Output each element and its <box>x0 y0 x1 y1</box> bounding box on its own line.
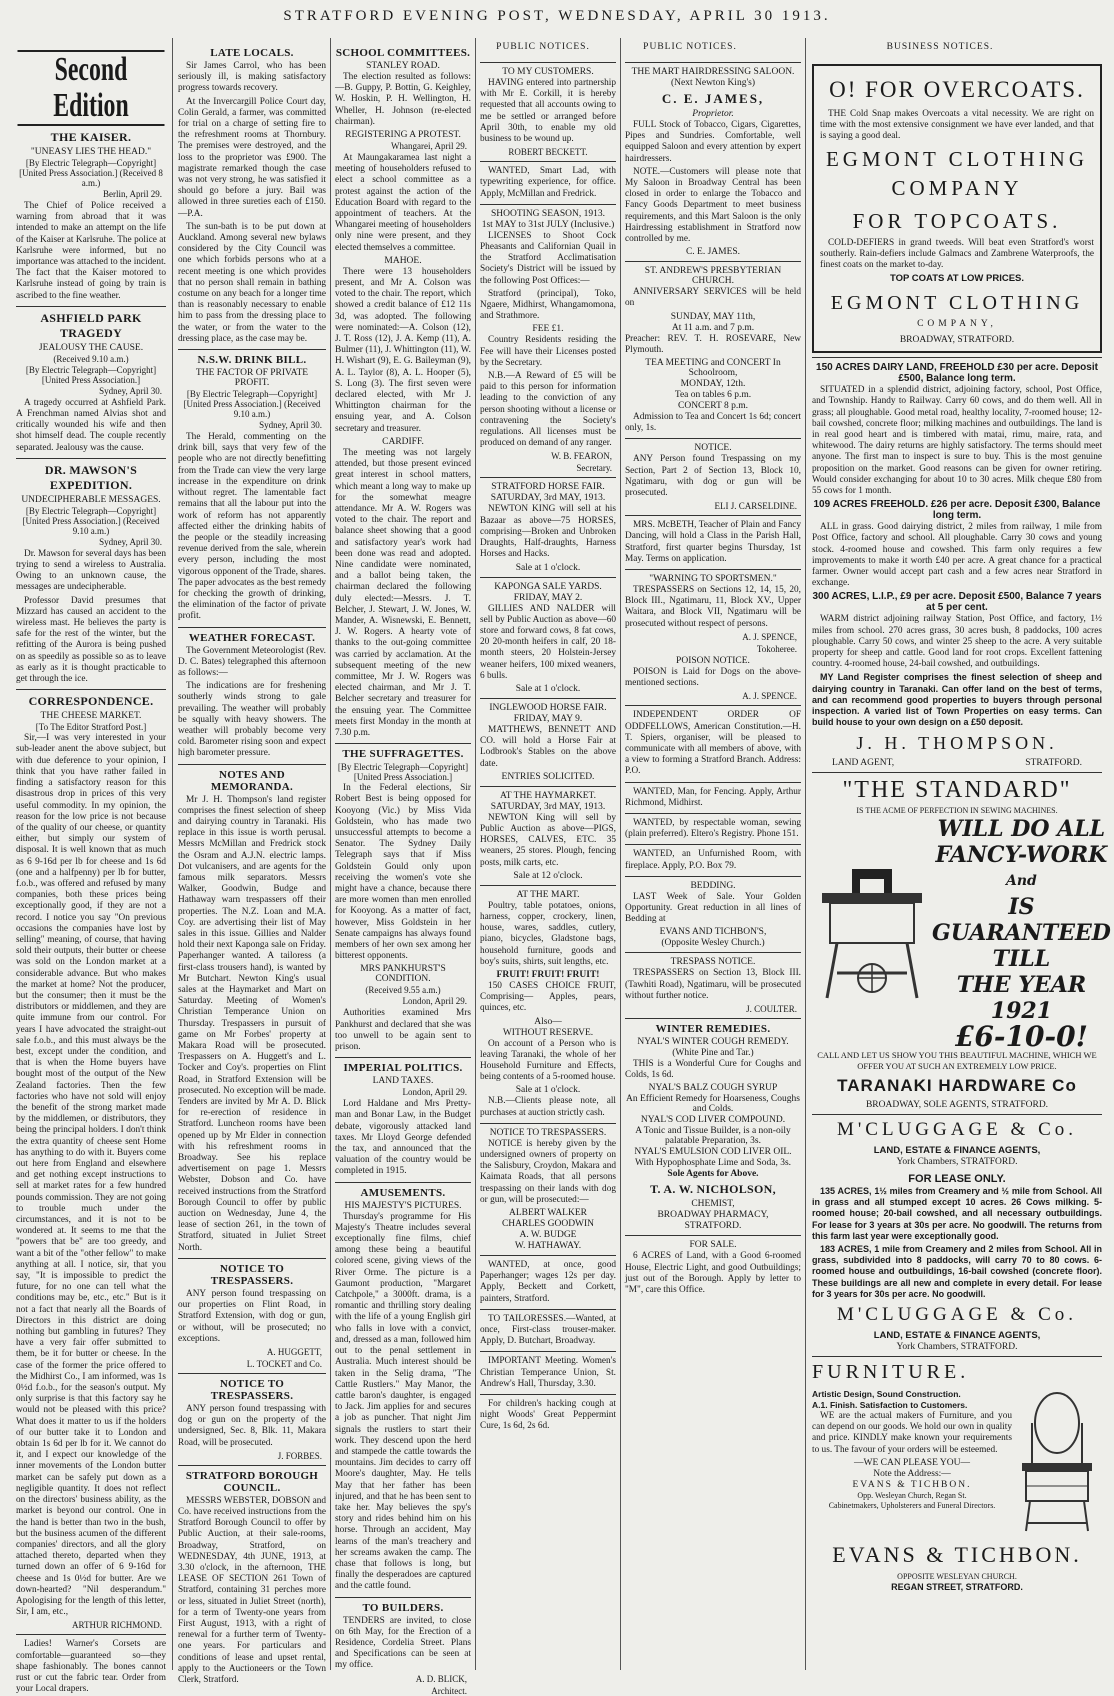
trespass-notice-2-sig: J. FORBES. <box>277 1450 322 1461</box>
thompson-title: LAND AGENT, <box>832 757 895 768</box>
furniture-please: —WE CAN PLEASE YOU— <box>853 1457 971 1468</box>
drink-bill-heading: N.S.W. DRINK BILL. <box>197 354 307 367</box>
fruit-also: Also— <box>534 1016 562 1027</box>
mccluggage-address-2: York Chambers, STRATFORD. <box>896 1341 1018 1352</box>
cough-cure: For children's hacking cough at night Woods' Great Peppermint Cure, 1s 6d, 2s 6d. <box>480 1399 616 1432</box>
column-rule <box>330 38 331 1670</box>
kaponga-date: FRIDAY, MAY 2. <box>513 592 583 603</box>
taranaki-hardware: TARANAKI HARDWARE Co <box>837 1075 1077 1095</box>
fruit-notice-2: On account of a Person who is leaving Taranaki, the whole of her Household Furniture and Effects, being contents of a 5-roomed house. <box>480 1038 616 1083</box>
ashfield-received: (Received 9.10 a.m.) <box>53 353 129 364</box>
pankhurst-subheading: MRS PANKHURST'S CONDITION. <box>360 964 446 985</box>
inglewood-entries: ENTRIES SOLICITED. <box>501 771 595 782</box>
weather-intro: The Government Meteorologist (Rev. D. C. Bates) telegraphed this afternoon as follows:— <box>178 645 326 678</box>
furniture-note: Note the Address:— <box>873 1468 951 1479</box>
ashfield-subheading: JEALOUSY THE CAUSE. <box>38 342 144 353</box>
egmont-title-1: EGMONT CLOTHING <box>825 146 1088 171</box>
standard-text: CALL AND LET US SHOW YOU THIS BEAUTIFUL MACHINE, WHICH WE OFFER YOU AT SUCH AN EXTREMELY LOW PRICE. <box>817 1049 1097 1071</box>
fruit-sale: Sale at 1 o'clock. <box>515 1085 581 1096</box>
furniture-line-1: Artistic Design, Sound Construction. <box>812 1388 961 1399</box>
notice-heading: NOTICE. <box>694 443 732 454</box>
dancing-notice: MRS. McBETH, Teacher of Plain and Fancy Dancing, will hold a Class in the Parish Hall, Stratford, first quarter begins Thursday, 1st May. Terms on application. <box>625 520 801 564</box>
builders-heading: TO BUILDERS. <box>362 1601 444 1614</box>
customers-heading: TO MY CUSTOMERS. <box>502 67 594 77</box>
oddfellows-notice: INDEPENDENT ORDER OF ODDFELLOWS, American Constitution.—H. T. Spiers, organiser, will be pleased to communicate with all members of above, with a view to forming a Stratford Branch. Address: P.O. <box>625 710 801 777</box>
notes-article: Mr J. H. Thompson's land register comprises the finest selection of sheep and dairying country in Taranaki. His replace in this issue is worth perusal. Messrs McMillan and Fredrick stock the Osram and A.J.N. electric lamps. Dot vulcanisers, and are agents for the famous milk separators. Messrs Walker, Goodwin, Budge and Hathaway warn trespassers off their properties. The N.Z. Loan and M.A. Coy. are advertising their list of May sales in this issue. Gillies and Nalder hold their next Kaponga sale on Friday. Paperhanger wanted. A tailoress (a first-class trousers hand), is wanted by Mr Butchart. Newton King's usual sales at the Haymarket and Mart on Saturday. Meeting of Women's Christian Temperance Union on Thursday. Trespassers in pursuit of game on Mr Forbes' property at Makara Road will be prosecuted. Trespassers on A. Huggett's and L. Tocker and Coy's. properties on Flint Road, in Stratford Extension will be prosecuted. No exception will be made. Tenders are invited by Mr A. D. Blick for re-erection of residence in Stratford. Luncheon rooms have been opened up by Mr Elder in connection with his refreshment rooms in Broadway. See his replace advertisement on page 1. Messrs Webster, Dobson and Co. have received instructions from the Stratford Borough Council to offer by public auction on Wednesday, June 4, the lease of section 261, in the town of Stratford, situated in Juliet Street North. <box>178 794 326 1253</box>
builders-sig-1: A. D. BLICK, <box>415 1673 467 1684</box>
wanted-sewing: WANTED, by respectable woman, sewing (plain preferred). Eltero's Registry. Phone 151. <box>625 817 801 840</box>
suffragettes-heading: THE SUFFRAGETTES. <box>342 748 464 761</box>
nicholson-name: T. A. W. NICHOLSON, <box>650 1182 776 1197</box>
shooting-2: Stratford (principal), Toko, Ngaere, Midhirst, Whangamomona, and Strathmore. <box>480 288 616 322</box>
kaiser-subheading: "UNEASY LIES THE HEAD." <box>30 147 152 157</box>
furniture-text: WE are the actual makers of Furniture, and you can depend on our goods. We hold our own in quality and price. KINDLY make known your requirements to us. The favour of your orders will be esteemed. <box>812 1410 1012 1455</box>
correspondence-letter: Sir,—I was very interested in your sub-leader anent the above subject, but with due deference to your opinion, I think that you have rather failed in finding a satisfactory reason for this disastrous drop in prices of this very useful commodity. In my opinion, the reason for the low price is not because of the quality of our cheese, or quantity either, but simply our system of disposal. It is well known that as much as 6 9-16d per lb for cheese and 1s 6d (one and a halfpenny) per lb for butter, f.o.b., was offered and refused by many companies, both these prices being exceptionally good, if they are not a record. I notice you say "On previous occasions the companies have lost by selling" meaning, of course, that having sold their outputs, their butter or cheese was sold on the London market at a considerable advance. But who makes the market at home? Not the producer, but the consumer; then it must be the distributors or middlemen, and they are quite immune from our control. For years I have advocated the straight-out sale f.o.b., and this must always be the best, except under the condition, and that is when the Home buyers have bought most of the output of the New Zealand factories. Then the few factories who have not sold will enjoy the benefit of the strong market made by the middlemen, or distributors, they being the principal holders. I don't think the extra quantity of cheese sent Home has anything to do with it. Buyers come out here from England and elsewhere and get nothing except instructions to sell at market rates for a few hundred pounds commission. They are not going to trouble much under the circumstances, and it is not to be wondered at. It seems to me that the "powers that be" are too greedy, and want a bit of the "other fellow" to make anything at all. I notice, sir, that you say, "It is impossible to predict the future, for no one can tell what the conditions may be, etc., etc." But is it not a fact that nearly all the Boards of Directors in this district are doing nothing but gambling in futures? They have a very fair offer submitted to them, be it for butter or cheese. In the case of the former the price offered to the Midhirst Co., I am informed, was 1s 0½d f.o.b., for the season's output. My only surprise is that this factory say he would not be pleased with this price? What does it matter to us if the holders of our butter take it to London and obtain 1s 6d per lb for it. We cannot do it, and I expect our knowledge of the inner movements of the London butter market can be safely put down as a negligible quantity. It does not reflect on the directors' business ability, as the market is beyond our control. One in the hand is better than two in the bush, but the business acumen of the different companies' directors, and all the glory attached thereto, departed when they turned down an offer of 6 9-16d for cheese and 1s 0½d for butter. Are we down-hearted? "Nil desperandum." Apologising for the length of this letter, Sir, I am, etc., <box>16 733 166 1618</box>
mawson-article-2: Professor David presumes that Mizzard has caused an accident to the wireless mast. He believes the party is safe for the rest of the winter, but the refitting of the Aurora is being pushed on as speedily as possible so as to leave as early as it is thought practicable to get through the ice. <box>16 595 166 685</box>
correspondence-subheading: THE CHEESE MARKET. <box>40 711 142 722</box>
trespassers-heading: NOTICE TO TRESPASSERS. <box>489 1127 607 1138</box>
fruit-notice: 150 CASES CHOICE FRUIT, Comprising— Apples, pears, quinces, etc. <box>480 980 616 1014</box>
kaponga-heading: KAPONGA SALE YARDS. <box>494 581 602 592</box>
st-andrews-concert: CONCERT 8 p.m. <box>678 401 748 412</box>
notice-trespass: ANY Person found Trespassing on my Section, Part 2 of Section 13, Block 10, Ngatimaru, with dog or gun will be prosecuted. <box>625 454 801 499</box>
st-andrews-date: SUNDAY, MAY 11th, <box>670 311 756 322</box>
furniture-heading: FURNITURE. <box>812 1360 970 1383</box>
builders-notice: TENDERS are invited, to close on 6th May, for the Erection of a Residence, Cordelia Street. Plans and Specifications can be seen at my office. <box>335 1615 471 1671</box>
trespass-heading: TRESPASS NOTICE. <box>670 957 756 968</box>
st-andrews-time: At 11 a.m. and 7 p.m. <box>671 322 755 333</box>
mccluggage-title-2: M'CLUGGAGE & Co. <box>836 1303 1077 1325</box>
trespassers-notice: NOTICE is hereby given by the undersigned owners of property on the Salisbury, Croydon, Makara and Kaimata Roads, that all persons trespassing on their lands with dog or gun, will be prosecuted:— <box>480 1138 616 1205</box>
standard-slogan-4: IS GUARANTEED <box>932 893 1111 946</box>
mccluggage-title: M'CLUGGAGE & Co. <box>836 1118 1077 1140</box>
builders-sig-2: Architect. <box>431 1685 467 1696</box>
sewing-machine-icon <box>812 863 932 1003</box>
egmont-advert <box>812 64 1102 353</box>
st-andrews-tea-time: Tea on tables 6 p.m. <box>674 390 752 401</box>
mahoe-article: There were 13 householders present, and Mr A. Colson was voted to the chair. The report, which showed a credit balance of £12 11s 3d, was adopted. The following were nominated:—A. Colson (12), J. T. Ross (12), J. A. Kemp (11), A. Bulmer (11), J. Whittington (11), W. H. Wishart (9), E. G. Baileyman (9), A. L. Taylor (8), A. L. Hooper (5), S. Long (3). The first seven were declared elected, with Mr J. Whittington chairman for the ensuing year, and A. Colson secretary and treasurer. <box>335 266 471 434</box>
mart-heading: AT THE MART. <box>516 889 580 900</box>
trespassers-name-2: CHARLES GOODWIN <box>501 1219 595 1230</box>
for-sale-heading: FOR SALE. <box>689 1240 737 1251</box>
kaiser-heading: THE KAISER. <box>50 130 132 144</box>
st-andrews-preacher: Preacher: REV. T. H. ROSEVARE, New Plymouth. <box>625 333 801 355</box>
bedding-heading: BEDDING. <box>690 880 736 891</box>
horse-fair-date: SATURDAY, 3rd MAY, 1913. <box>490 493 606 504</box>
remedy-line-4: A Tonic and Tissue Builder, is a non-oily palatable Preparation, 3s. <box>635 1126 791 1147</box>
column-3 <box>335 44 471 1696</box>
column-rule <box>805 38 806 1670</box>
standard-slogan-2: FANCY-WORK <box>935 841 1108 868</box>
trespass-notice: TRESPASSERS on Section 13, Block III. (Tawhiti Road), Ngatimaru, will be prosecuted without further notice. <box>625 968 801 1001</box>
mawson-subheading: UNDECIPHERABLE MESSAGES. <box>21 494 161 505</box>
standard-sub: IS THE ACME OF PERFECTION IN SEWING MACHINES. <box>856 805 1058 815</box>
furniture-line-2: A.1. Finish. Satisfaction to Customers. <box>812 1399 968 1410</box>
stanley-road-subheading: STANLEY ROAD. <box>366 61 440 71</box>
furniture-trades: Cabinetmakers, Upholsterers and Funeral Directors. <box>828 1500 996 1510</box>
late-locals-1: Sir James Carrol, who has been seriously ill, is making satisfactory progress towards recovery. <box>178 61 326 94</box>
trespassers-name-1: ALBERT WALKER <box>509 1208 587 1219</box>
shooting-1: LICENSES to Shoot Cock Pheasants and Californian Quail in the Stratford Acclimatisation Society's District will be issued by the following Post Offices:— <box>480 230 616 286</box>
tailoresses-notice: TO TAILORESSES.—Wanted, at once, First-class trouser-maker. Apply, D. Butchart, Broadway. <box>480 1313 616 1347</box>
furniture-name: EVANS & TICHBON. <box>852 1479 972 1490</box>
hairdressing-sub: (Next Newton King's) <box>670 78 756 88</box>
remedy-line-6: With Hypophosphate Lime and Soda, 3s. <box>634 1158 792 1169</box>
suffragettes-byline: [By Electric Telegraph—Copyright] [United Press Association.] <box>337 762 469 783</box>
trespassers-name-4: W. HATHAWAY. <box>514 1241 582 1252</box>
column-rule <box>172 38 173 1670</box>
ashfield-article: A tragedy occurred at Ashfield Park. A Frenchman named Alvias shot and critically wounded his wife and then shot himself dead. The couple recently separated. Jealousy was the cause. <box>16 397 166 453</box>
col-header-business-notices: BUSINESS NOTICES. <box>886 42 994 52</box>
haymarket-heading: AT THE HAYMARKET. <box>500 790 596 801</box>
masthead: STRATFORD EVENING POST, WEDNESDAY, APRIL 30 1913. <box>283 8 831 24</box>
col-header-public-notices-1: PUBLIC NOTICES. <box>496 42 590 52</box>
land-3-text: WARM district adjoining railway Station, Post Office, and factory, 1½ miles from school. 270 acres grass, 30 acres bush, 8 paddocks, 100 acres ploughable. Carry 50 cows, and winter 25 sheep to the acre. A very suitable property for sheep and cattle. Good land for root crops. Excellent fattening country. 4-roomed house, 24-bail cowshed, and outbuildings. <box>812 614 1102 670</box>
lease-heading: FOR LEASE ONLY. <box>908 1172 1006 1185</box>
mawson-dateline: Sydney, April 30. <box>99 536 162 547</box>
column-2 <box>178 44 326 1685</box>
remedy-line-3: NYAL'S COD LIVER COMPOUND. <box>640 1115 786 1126</box>
egmont-footer-3: BROADWAY, STRATFORD. <box>899 335 1015 346</box>
st-andrews-notice: ANNIVERSARY SERVICES will be held on <box>625 287 801 309</box>
land-3-heading: 300 ACRES, L.I.P., £9 per acre. Deposit £500, Balance 7 years at 5 per cent. <box>812 591 1102 614</box>
pankhurst-article: Authorities examined Mrs Pankhurst and declared that she was too unwell to be again sent to prison. <box>335 1008 471 1053</box>
egmont-text: COLD-DEFIERS in grand tweeds. Will beat even Stratford's worst southerly. Rain-defiers include Galmacs and Zambrene Waterproofs, the finest coats on the market to-day. <box>820 237 1094 271</box>
column-4 <box>480 58 616 1683</box>
hairdressing-sig: C. E. JAMES. <box>685 247 741 258</box>
pictures-subheading: HIS MAJESTY'S PICTURES. <box>344 1200 462 1211</box>
egmont-footer-2: COMPANY, <box>917 319 997 330</box>
amusements-heading: AMUSEMENTS. <box>360 1186 446 1199</box>
drink-bill-article: The Herald, commenting on the drink bill, says that very few of the people who are not directly benefitting from the Trade can view the very large increase in the expenditure on drink without regret. The lamentable fact remains that all the labour put into the work of reform has not apparently affected either the drinking habits of the people or the steadily increasing revenue derived from the sale, wherein every person, including the most vigorous opponent of the Trade, shares. The paper advocates as the best remedy for checking the growth of drinking, the elimination of the factor of private profit. <box>178 432 326 622</box>
column-6 <box>812 64 1111 1689</box>
borough-council-notice: MESSRS WEBSTER, DOBSON and Co. have received instructions from the Stratford Borough Council to offer by Public Auction, at their sale-rooms, Broadway, Stratford, on WEDNESDAY, 4th JUNE, 1913, at 3.30 o'clock, in the afternoon, THE LEASE OF SECTION 261 Town of Stratford, containing 31 perches more or less, situated in Juliet Street (north), for a term of Twenty-one years from First August, 1913, with a right of renewal for a further term of Twenty-one years. For particulars and conditions of lease and upset rental, apply to the Auctioneers or the Town Clerk, Stratford. <box>178 1495 326 1685</box>
hairdressing-heading: THE MART HAIRDRESSING SALOON. <box>631 67 795 77</box>
poison-heading: POISON NOTICE. <box>676 655 750 666</box>
poison-sig: A. J. SPENCE. <box>742 691 797 702</box>
wanted-fencing: WANTED, Man, for Fencing. Apply, Arthur Richmond, Midhirst. <box>625 786 801 808</box>
ashfield-heading: ASHFIELD PARK TRAGEDY <box>40 310 142 340</box>
wanted-paperhanger: WANTED, at once, good Paperhanger; wages 12s per day. Apply, Beckett and Corkett, painters, Stratford. <box>480 1260 616 1304</box>
bedding-sig-2: (Opposite Wesley Church.) <box>661 938 765 949</box>
protest-dateline: Whangarei, April 29. <box>391 141 467 152</box>
late-locals-2: At the Invercargill Police Court day, Colin Gerald, a farmer, was committed for trial on a charge of setting fire to the refreshment rooms at Thornbury. The premises were destroyed, and the loss to the proprietor was £900. The magistrate remarked though the case was not very strong, he was satisfied it should go before a jury. Bail was allowed in three sureties each of £150.—P.A. <box>178 96 326 219</box>
sportsmen-notice: TRESPASSERS on Sections 12, 14, 15, 20, Block III., Ngatimaru, 11, Block XV., Upper Waitara, and Block VII, Ngatimaru will be prosecuted without respect of persons. <box>625 585 801 629</box>
remedy-line-5: NYAL'S EMULSION COD LIVER OIL. <box>634 1147 792 1158</box>
borough-council-heading: STRATFORD BOROUGH COUNCIL. <box>185 1469 319 1494</box>
dressing-table-icon <box>1012 1388 1102 1538</box>
land-register-text: MY Land Register comprises the finest selection of sheep and dairying country in Taranaki. Can offer land on the best of terms, and can recommend good properties to buyers through personal inspection. A varied list of Town Properties on easy terms. Can build house to your own design on a £50 deposit. <box>812 672 1102 728</box>
suffragettes-article: In the Federal elections, Sir Robert Best is being opposed for Kooyong (Vic.) by Miss Vida Goldstein, who has made two unsuccessful attempts to become a Senator. The Sydney Daily Telegraph says that if Miss Goldstein Gould only upon receiving the women's vote she might have a chance, because there are more women than men enrolled for Kooyong. As a matter of fact, however, Miss Goldstein in her Senate campaigns has always found members of her own sex among her bitterest opponents. <box>335 783 471 962</box>
sportsmen-sig-1: A. J. SPENCE, <box>742 631 797 642</box>
taranaki-hardware-sub: BROADWAY, SOLE AGENTS, STRATFORD. <box>865 1099 1049 1110</box>
inglewood-date: FRIDAY, MAY 9. <box>513 713 583 724</box>
mawson-article-1: Dr. Mawson for several days has been trying to send a wireless to Australia. Owing to an unknown cause, the messages are undecipherable. <box>16 548 166 593</box>
trespass-notice-1-sig-2: L. TOCKET and Co. <box>246 1358 322 1369</box>
drink-bill-subheading: THE FACTOR OF PRIVATE PROFIT. <box>195 368 309 389</box>
mawson-heading: DR. MAWSON'S EXPEDITION. <box>44 462 138 492</box>
trespass-notice-1: ANY person found trespassing on our properties on Flint Road, in Stratford Extension, with dog or gun, or without, will be prosecuted; no exceptions. <box>178 1288 326 1344</box>
shooting-3: Country Residents residing the Fee will have their Licenses posted by the Secretary. <box>480 335 616 368</box>
evans-tichbon-address: REGAN STREET, STRATFORD. <box>891 1581 1023 1592</box>
wanted-lad: WANTED, Smart Lad, with typewriting experience, for office. Apply, McMillan and Fredrick. <box>480 166 616 199</box>
cardiff-subheading: CARDIFF. <box>382 436 424 447</box>
egmont-title-2: COMPANY <box>891 175 1023 200</box>
winter-remedies-notice: THIS is a Wonderful Cure for Coughs and Colds, 1s 6d. <box>625 1058 801 1081</box>
cardiff-article: The meeting was not largely attended, but those present evinced great interest in school matters, which meant a long way to make up for the somewhat meagre attendance. Mr A. W. Rogers was voted to the chair. The report and balance sheet showing that a good and satisfactory year's work had been done was read and adopted. Nine candidate were nominated, and a ballot being taken, the chairman declared the following duly elected:—Messrs. J. T. Belcher, J. Stewart, J. W. Jones, W. Mander, A. Wisnewski, E. Bennett, J. W. Rogers. A hearty vote of thanks to the out-going committee was carried by acclamation. At the subsequent meeting of the new committee, Mr J. W. Rogers was elected chairman, and Mr J. T. Belcher secretary and treasurer for the ensuing year. The Committee meets first Monday in the month at 7.30 p.m. <box>335 447 471 738</box>
kaiser-dateline: Berlin, April 29. <box>103 189 162 199</box>
mawson-byline: [By Electric Telegraph—Copyright] [United Press Association.] (Received 9.10 a.m.) <box>22 505 160 536</box>
wctu-meeting: IMPORTANT Meeting. Women's Christian Temperance Union, St. Andrew's Hall, Thursday, 3.30. <box>480 1356 616 1389</box>
sportsmen-sig-2: Tokoheree. <box>756 643 797 654</box>
customers-sig: ROBERT BECKETT. <box>508 147 588 158</box>
corset-notice: Ladies! Warner's Corsets are comfortable—guaranteed so—they shape fashionably. The bones cannot rust or cut the fabric tear. Order from your Local drapers. <box>16 1639 166 1695</box>
overcoats-heading: O! FOR OVERCOATS. <box>829 77 1085 102</box>
imperial-article: Lord Haldane and Mrs Pretty-man and Bonar Law, in the Budget debate, vigorously attacked land taxes. Mr Lloyd George defended the tax, and announced that the valuation of the country would be completed in 1915. <box>335 1099 471 1177</box>
bedding-sig-1: EVANS AND TICHBON'S, <box>659 927 767 938</box>
ashfield-dateline: Sydney, April 30. <box>99 385 162 396</box>
nicholson-pharmacy: BROADWAY PHARMACY, <box>657 1210 769 1221</box>
shooting-sig-2: Secretary. <box>576 463 612 474</box>
hairdressing-1: FULL Stock of Tobacco, Cigars, Cigarettes, Pipes and Sundries. Comfortable, well equipped Saloon and every attention by expert hairdressers. <box>625 120 801 164</box>
egmont-topcoats: FOR TOPCOATS. <box>852 208 1062 233</box>
shooting-fee: FEE £1. <box>532 324 564 335</box>
customers-notice: HAVING entered into partnership with Mr E. Corkill, it is hereby requested that all accounts owing to me be settled or arranged before April 30th, to enable my old business to be wound up. <box>480 78 616 145</box>
imperial-politics-heading: IMPERIAL POLITICS. <box>343 1062 463 1075</box>
mahoe-subheading: MAHOE. <box>384 255 422 266</box>
thompson-town: STRATFORD. <box>1025 757 1082 768</box>
st-andrews-tea: TEA MEETING and CONCERT In Schoolroom, <box>645 358 781 379</box>
nicholson-title: CHEMIST, <box>691 1199 735 1210</box>
fruit-reserve: WITHOUT RESERVE. <box>502 1027 594 1038</box>
hairdressing-proprietor: Proprietor. <box>692 109 734 119</box>
trespass-notice-2: ANY person found trespassing with dog or gun on the property of the undersigned, Sec. 8, Blk. 11, Makara Road, will be prosecuted. <box>178 1403 326 1448</box>
drink-bill-byline: [By Electric Telegraph—Copyright] [United Press Association.] (Received 9.10 a.m.) <box>183 389 321 420</box>
trespass-notice-2-heading: NOTICE TO TRESPASSERS. <box>210 1377 294 1402</box>
bedding-notice: LAST Week of Sale. Your Golden Opportunity. Great reduction in all lines of Bedding at <box>625 891 801 925</box>
shooting-heading: SHOOTING SEASON, 1913. <box>490 208 605 219</box>
thompson-name: J. H. THOMPSON. <box>856 732 1058 753</box>
remedy-line-2: An Efficient Remedy for Hoarseness, Coughs and Colds. <box>626 1094 800 1115</box>
egmont-footer-1: EGMONT CLOTHING <box>830 292 1084 315</box>
mart-notice: Poultry, table potatoes, onions, harness, copper, crockery, linen, house, wares, saddles, cutlery, piano, bicycles, Gladstone bags, household furniture, goods and boy's suits, shirts, suit lengths, etc. <box>480 900 616 967</box>
kaponga-notice: GILLIES AND NALDER will sell by Public Auction as above—60 store and forward cows, 8 fat cows, 20 20-month heifers in calf, 20 18-month steers, 20 Holstein-Jersey weaner heifers, 100 mixed weaners, 6 bulls. <box>480 603 616 681</box>
late-locals-3: The sun-bath is to be put down at Auckland. Among several new bylaws considered by the City Council was one which forbids persons who at a recent meeting is one which provides that no person shall remain in bathing costume on any beach for a longer time than is reasonably necessary to enable him to pass from the dressing place to the water, or from the water to the dressing place, as the case may be. <box>178 221 326 344</box>
mccluggage-address: York Chambers, STRATFORD. <box>896 1156 1018 1167</box>
remedy-line-7: Sole Agents for Above. <box>667 1169 759 1180</box>
standard-slogan-6: THE YEAR 1921 <box>956 971 1087 1024</box>
pankhurst-received: (Received 9.55 a.m.) <box>365 985 441 996</box>
ashfield-byline: [By Electric Telegraph—Copyright] [United Press Association.] <box>25 364 157 385</box>
horse-fair-heading: STRATFORD HORSE FAIR. <box>491 482 605 493</box>
standard-title: "THE STANDARD" <box>842 776 1072 803</box>
st-andrews-monday: MONDAY, 12th. <box>680 379 746 390</box>
column-rule <box>620 38 621 1670</box>
notice-sig: ELI J. CARSELDINE. <box>714 501 797 512</box>
haymarket-date: SATURDAY, 3rd MAY, 1913. <box>490 801 606 812</box>
column-1 <box>16 44 166 1695</box>
winter-remedies-sub: NYAL'S WINTER COUGH REMEDY. <box>637 1036 789 1047</box>
trespassers-name-3: A. W. BUDGE <box>519 1230 577 1241</box>
trespass-notice-1-sig-1: A. HUGGETT, <box>266 1346 322 1357</box>
land-1-heading: 150 ACRES DAIRY LAND, FREEHOLD £30 per acre. Deposit £500, Balance long term. <box>816 362 1098 385</box>
trespass-notice-1-heading: NOTICE TO TRESPASSERS. <box>210 1262 294 1287</box>
second-edition-heading: Second Edition <box>18 50 165 126</box>
mccluggage-sub-2: LAND, ESTATE & FINANCE AGENTS, <box>873 1329 1041 1341</box>
imperial-dateline: London, April 29. <box>402 1087 467 1098</box>
land-1-text: SITUATED in a splendid district, adjoining factory, school, Post Office, and Township. Handy to Railway. Carry 60 cows, and do them well. All in grass; all ploughable. Good metal road, healthy locality, 7-roomed house; 12-bail cowshed, concrete floor; milking machines and outbuildings. The land is in real good heart and is timbered with matai, rimu, maire, rata, and whitewood. The dairy returns are highly satisfactory. The terms should meet anyone. The first man to inspect is sure to buy. This is the most genuine proposition on the market. Good reasons can be given for owner retiring. Would consider exchanging for about 10 to 30 acres. Milk cheque £80 from 55 cows for 1 month. <box>812 385 1102 497</box>
amusements-article: Thursday's programme for His Majesty's Theatre includes several exceptionally fine films, chief among these being a beautiful colored scene, giving views of the River Orme. The picture is a Gaumont production, "Margaret Catchpole," a 3000ft. drama, is a romantic and thrilling story dealing with the life of a young English girl who falls in love with a convict, and, dressed as a man, followed him out to the penal settlement in Australia. Much interest should be taken in the Selig drama, "The Cattle Rustlers." May Manor, the cattle baron's daughter, is engaged to Jack. Jim applies for and secures a job as puncher. That night Jim signals the rustlers to start their work. They descend upon the herd and stampede the cattle towards the mountains. Jim decides to carry off Moore's daughter, May. He tells May that her father has been injured, and that he has been sent to take her. May believes the spy's story and rides behind him on his horse. Through an accident, May learns of the man's treachery and her screams awaken the camp. The chase that follows is long, but finally the desperadoes are captured and the cattle found. <box>335 1211 471 1592</box>
shooting-sig-1: W. B. FEARON, <box>551 451 612 462</box>
protest-subheading: REGISTERING A PROTEST. <box>345 130 461 141</box>
fruit-nb: N.B.—Clients please note, all purchases at auction strictly cash. <box>480 1096 616 1118</box>
trespass-sig: J. COULTER. <box>746 1003 797 1014</box>
winter-remedies-heading: WINTER REMEDIES. <box>655 1022 771 1035</box>
hairdressing-name: C. E. JAMES, <box>661 91 765 106</box>
kaiser-byline: [By Electric Telegraph—Copyright] [United Press Association.] (Received 8 a.m.) <box>19 158 163 188</box>
correspondence-signature: ARTHUR RICHMOND. <box>72 1620 162 1631</box>
mccluggage-sub: LAND, ESTATE & FINANCE AGENTS, <box>873 1144 1041 1156</box>
protest-article: At Maungakaramea last night a meeting of householders refused to elect a school committee as a protest against the action of the Education Board with regard to the appointment of teachers. At the Whangarei meeting of householders only nine were present, and they elected themselves a committee. <box>335 153 471 253</box>
stanley-road-article: The election resulted as follows:—B. Guppy, P. Bottin, G. Keighley, W. Hoskin, P. H. Wellington, H. Wheller, H. Johnson (re-elected chairman). <box>335 72 471 127</box>
furniture-address: Opp. Wesleyan Church, Regan St. <box>857 1490 967 1500</box>
lease-1: 135 ACRES, 1½ miles from Creamery and ½ mile from School. All in grass and all stumped except 10 acres. 26 Cows milking. 5-roomed house; 20-bail cowshed, and all necessary outbuildings. For lease for 3 years at 30s per acre. No goodwill. The returns from this farm last year were exceptionally good. <box>812 1185 1102 1241</box>
remedy-line-1: NYAL'S BALZ COUGH SYRUP <box>648 1083 778 1094</box>
school-committees-heading: SCHOOL COMMITTEES. <box>335 47 471 59</box>
pankhurst-dateline: London, April 29. <box>402 996 467 1007</box>
column-5 <box>625 58 801 1683</box>
st-andrews-heading: ST. ANDREW'S PRESBYTERIAN CHURCH. <box>644 266 782 287</box>
haymarket-sale: Sale at 12 o'clock. <box>513 870 583 881</box>
land-2-heading: 109 ACRES FREEHOLD. £26 per acre. Deposit £300, Balance long term. <box>813 499 1101 522</box>
shooting-dates: 1st MAY to 31st JULY (Inclusive.) <box>481 219 615 230</box>
wanted-room: WANTED, an Unfurnished Room, with fireplace. Apply, P.O. Box 79. <box>625 849 801 871</box>
weather-heading: WEATHER FORECAST. <box>188 631 316 644</box>
hairdressing-2: NOTE.—Customers will please note that My Saloon in Broadway Central has been closed in order to enlarge the Tobacco and Fancy Goods Department to meet business requirements, and this Mart Saloon is the only Hairdressing establishment in Stratford now controlled by me. <box>625 166 801 245</box>
egmont-top-coats: TOP COATS AT LOW PRICES. <box>889 273 1025 285</box>
inglewood-notice: MATTHEWS, BENNETT AND CO. will hold a Horse Fair at Lodbrook's Stables on the above date. <box>480 724 616 769</box>
column-rule <box>475 38 476 1670</box>
lease-2: 183 ACRES, 1 mile from Creamery and 2 miles from School. All in grass, subdivided into 8 paddocks, will carry 70 to 80 cows. 6-roomed house and outbuildings, 16-bail cowshed (concrete floor). These buildings are all new and complete in every detail. For lease for 3 years for 30s per acre. No goodwill. <box>812 1243 1102 1299</box>
nicholson-town: STRATFORD. <box>684 1221 742 1232</box>
kaponga-sale: Sale at 1 o'clock. <box>515 683 581 694</box>
standard-price: £6-10-0! <box>954 1019 1088 1053</box>
drink-bill-dateline: Sydney, April 30. <box>259 420 322 431</box>
standard-slogan-3: And <box>1005 872 1037 889</box>
st-andrews-admission: Admission to Tea and Concert 1s 6d; concert only, 1s. <box>625 412 801 434</box>
standard-slogan-5: TILL <box>992 945 1051 972</box>
inglewood-heading: INGLEWOOD HORSE FAIR. <box>489 702 607 713</box>
evans-tichbon-title: EVANS & TICHBON. <box>832 1541 1082 1567</box>
for-sale-notice: 6 ACRES of Land, with a Good 6-roomed House, Electric Light, and good Outbuildings; just out of the Borough. Apply by letter to "M", care this Office. <box>625 1251 801 1295</box>
fruit-line: FRUIT! FRUIT! FRUIT! <box>496 969 600 980</box>
horse-fair-sale: Sale at 1 o'clock. <box>515 562 581 573</box>
haymarket-notice: NEWTON King will sell by Public Auction as above—PIGS, HORSES, CALVES, ETC. 35 weaners, 25 stores. Plough, fencing posts, milk carts, etc. <box>480 812 616 868</box>
evans-tichbon-sub: OPPOSITE WESLEYAN CHURCH. <box>897 1571 1017 1581</box>
poison-notice: POISON is Laid for Dogs on the above-mentioned sections. <box>625 666 801 689</box>
overcoats-text: THE Cold Snap makes Overcoats a vital necessity. We are right on time with the most extensive consignment we have ever landed, and that is saying a good deal. <box>820 109 1094 142</box>
land-taxes-subheading: LAND TAXES. <box>372 1076 434 1087</box>
standard-slogan-1: WILL DO ALL <box>937 815 1106 842</box>
weather-forecast: The indications are for freshening southerly winds strong to gale prevailing. The weather will probably be squally with heavy showers. The weather will probably become very cold. Barometer rising soon and expect high barometer pressure. <box>178 681 326 759</box>
land-2-text: ALL in grass. Good dairying district, 2 miles from railway, 1 mile from Post Office, factory and school. All ploughable. Carry 30 cows and young stock. 4-roomed house and cowshed. This farm only requires a few improvements to make it worth £40 per acre. A great chance for a practical farmer. Owner would accept part cash and a few acres near Stratford in exchange. <box>812 522 1102 589</box>
shooting-4: N.B.—A Reward of £5 will be paid to this person for information leading to the conviction of any person shooting without a license or contravening the Society's regulations. All licenses must be produced on demand of any ranger. <box>480 371 616 449</box>
late-locals-heading: LATE LOCALS. <box>210 47 294 59</box>
winter-remedies-price: (White Pine and Tar.) <box>672 1047 754 1058</box>
kaiser-article: The Chief of Police received a warning from abroad that it was intended to make an attempt on the life of the Kaiser at Karlsruhe. The police at Karlsruhe were informed, but no importance was attached to the incident. The fact that the Kaiser motored to Karlsruhe instead of going by train is ascribed to the fine weather. <box>16 201 166 301</box>
col-header-public-notices-2: PUBLIC NOTICES. <box>643 42 737 52</box>
correspondence-to: [To The Editor Stratford Post.] <box>35 722 147 733</box>
horse-fair-notice: NEWTON KING will sell at his Bazaar as above—75 HORSES, comprising—Broken and Unbroken Draughts, Half-draughts, Harness Horses and Hacks. <box>480 504 616 560</box>
notes-heading: NOTES AND MEMORANDA. <box>210 768 294 793</box>
correspondence-heading: CORRESPONDENCE. <box>28 694 154 709</box>
sportsmen-heading: "WARNING TO SPORTSMEN." <box>649 574 777 585</box>
